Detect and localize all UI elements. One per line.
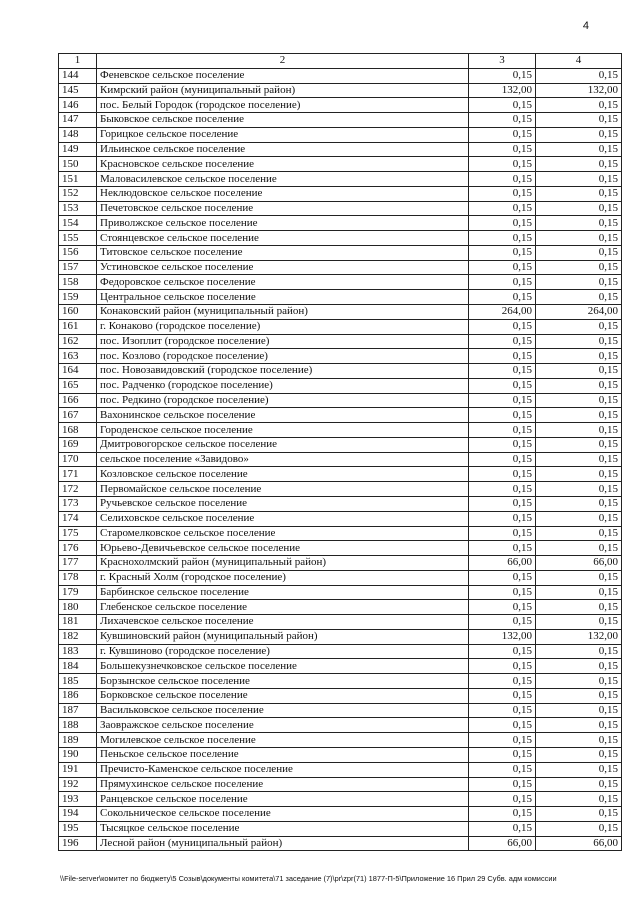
row-number-cell: 159	[59, 290, 97, 305]
row-number-cell: 186	[59, 688, 97, 703]
table-row	[59, 68, 622, 83]
table-row	[59, 496, 622, 511]
row-number-cell: 146	[59, 98, 97, 113]
value-col4-cell: 132,00	[536, 629, 622, 644]
value-col3-cell: 132,00	[469, 629, 536, 644]
value-col4-cell: 0,15	[536, 113, 622, 128]
row-number-cell: 181	[59, 615, 97, 630]
name-cell: Быковское сельское поселение	[97, 113, 469, 128]
table-row	[59, 437, 622, 452]
name-cell: Тысяцкое сельское поселение	[97, 821, 469, 836]
name-cell: Лесной район (муниципальный район)	[97, 836, 469, 851]
name-cell: Глебенское сельское поселение	[97, 600, 469, 615]
value-col3-cell: 0,15	[469, 718, 536, 733]
table-row	[59, 836, 622, 851]
value-col3-cell: 0,15	[469, 659, 536, 674]
value-col4-cell: 0,15	[536, 526, 622, 541]
table-row	[59, 585, 622, 600]
name-cell: Горицкое сельское поселение	[97, 127, 469, 142]
table-row	[59, 526, 622, 541]
value-col4-cell: 66,00	[536, 836, 622, 851]
value-col4-cell: 0,15	[536, 585, 622, 600]
value-col4-cell: 0,15	[536, 172, 622, 187]
name-cell: Сокольническое сельское поселение	[97, 807, 469, 822]
row-number-cell: 164	[59, 364, 97, 379]
table-row	[59, 260, 622, 275]
table-header-row	[59, 54, 622, 69]
value-col3-cell: 66,00	[469, 836, 536, 851]
row-number-cell: 163	[59, 349, 97, 364]
row-number-cell: 162	[59, 334, 97, 349]
table-row	[59, 821, 622, 836]
table-row	[59, 216, 622, 231]
name-cell: Вахонинское сельское поселение	[97, 408, 469, 423]
value-col3-cell: 0,15	[469, 275, 536, 290]
row-number-cell: 167	[59, 408, 97, 423]
header-cell-1: 1	[59, 54, 97, 69]
row-number-cell: 144	[59, 68, 97, 83]
value-col4-cell: 0,15	[536, 231, 622, 246]
value-col3-cell: 0,15	[469, 364, 536, 379]
value-col3-cell: 0,15	[469, 186, 536, 201]
table-row	[59, 83, 622, 98]
row-number-cell: 188	[59, 718, 97, 733]
table-row	[59, 556, 622, 571]
value-col4-cell: 264,00	[536, 305, 622, 320]
name-cell: Титовское сельское поселение	[97, 245, 469, 260]
value-col4-cell: 0,15	[536, 688, 622, 703]
table-row	[59, 762, 622, 777]
table-row	[59, 290, 622, 305]
name-cell: пос. Белый Городок (городское поселение)	[97, 98, 469, 113]
table-row	[59, 659, 622, 674]
table-row	[59, 792, 622, 807]
value-col3-cell: 264,00	[469, 305, 536, 320]
row-number-cell: 173	[59, 496, 97, 511]
value-col3-cell: 0,15	[469, 408, 536, 423]
value-col4-cell: 0,15	[536, 747, 622, 762]
value-col4-cell: 0,15	[536, 216, 622, 231]
value-col4-cell: 0,15	[536, 511, 622, 526]
value-col4-cell: 0,15	[536, 142, 622, 157]
value-col3-cell: 0,15	[469, 423, 536, 438]
value-col3-cell: 0,15	[469, 290, 536, 305]
name-cell: Красновское сельское поселение	[97, 157, 469, 172]
table-row	[59, 186, 622, 201]
name-cell: Пречисто-Каменское сельское поселение	[97, 762, 469, 777]
value-col3-cell: 0,15	[469, 762, 536, 777]
table-row	[59, 600, 622, 615]
header-cell-4: 4	[536, 54, 622, 69]
value-col3-cell: 0,15	[469, 172, 536, 187]
table-row	[59, 98, 622, 113]
row-number-cell: 150	[59, 157, 97, 172]
name-cell: Селиховское сельское поселение	[97, 511, 469, 526]
row-number-cell: 187	[59, 703, 97, 718]
value-col4-cell: 0,15	[536, 408, 622, 423]
row-number-cell: 180	[59, 600, 97, 615]
name-cell: Краснохолмский район (муниципальный район)	[97, 556, 469, 571]
table-row	[59, 615, 622, 630]
value-col4-cell: 0,15	[536, 68, 622, 83]
value-col4-cell: 0,15	[536, 201, 622, 216]
table-row	[59, 275, 622, 290]
value-col4-cell: 0,15	[536, 186, 622, 201]
name-cell: пос. Изоплит (городское поселение)	[97, 334, 469, 349]
value-col3-cell: 0,15	[469, 600, 536, 615]
value-col4-cell: 0,15	[536, 334, 622, 349]
value-col4-cell: 0,15	[536, 733, 622, 748]
header-cell-3: 3	[469, 54, 536, 69]
name-cell: г. Красный Холм (городское поселение)	[97, 570, 469, 585]
row-number-cell: 157	[59, 260, 97, 275]
value-col3-cell: 0,15	[469, 644, 536, 659]
value-col4-cell: 132,00	[536, 83, 622, 98]
table-row	[59, 733, 622, 748]
row-number-cell: 153	[59, 201, 97, 216]
table-row	[59, 231, 622, 246]
value-col3-cell: 0,15	[469, 68, 536, 83]
table-row	[59, 629, 622, 644]
name-cell: Васильковское сельское поселение	[97, 703, 469, 718]
name-cell: Ильинское сельское поселение	[97, 142, 469, 157]
name-cell: Пеньское сельское поселение	[97, 747, 469, 762]
value-col4-cell: 0,15	[536, 482, 622, 497]
value-col3-cell: 0,15	[469, 777, 536, 792]
name-cell: Кимрский район (муниципальный район)	[97, 83, 469, 98]
name-cell: Старомелковское сельское поселение	[97, 526, 469, 541]
name-cell: Дмитровогорское сельское поселение	[97, 437, 469, 452]
row-number-cell: 147	[59, 113, 97, 128]
table-row	[59, 644, 622, 659]
row-number-cell: 155	[59, 231, 97, 246]
row-number-cell: 193	[59, 792, 97, 807]
page-number: 4	[582, 20, 589, 32]
row-number-cell: 171	[59, 467, 97, 482]
value-col4-cell: 0,15	[536, 496, 622, 511]
table-row	[59, 511, 622, 526]
value-col3-cell: 0,15	[469, 674, 536, 689]
value-col4-cell: 0,15	[536, 541, 622, 556]
name-cell: Заовражское сельское поселение	[97, 718, 469, 733]
value-col3-cell: 0,15	[469, 496, 536, 511]
name-cell: Приволжское сельское поселение	[97, 216, 469, 231]
value-col3-cell: 0,15	[469, 319, 536, 334]
value-col4-cell: 0,15	[536, 718, 622, 733]
value-col4-cell: 0,15	[536, 452, 622, 467]
row-number-cell: 177	[59, 556, 97, 571]
name-cell: Устиновское сельское поселение	[97, 260, 469, 275]
table-row	[59, 452, 622, 467]
value-col3-cell: 0,15	[469, 378, 536, 393]
row-number-cell: 184	[59, 659, 97, 674]
row-number-cell: 178	[59, 570, 97, 585]
name-cell: г. Кувшиново (городское поселение)	[97, 644, 469, 659]
table-body	[59, 54, 622, 851]
value-col4-cell: 0,15	[536, 245, 622, 260]
value-col3-cell: 0,15	[469, 482, 536, 497]
row-number-cell: 145	[59, 83, 97, 98]
value-col3-cell: 0,15	[469, 452, 536, 467]
value-col3-cell: 0,15	[469, 201, 536, 216]
value-col4-cell: 0,15	[536, 674, 622, 689]
row-number-cell: 168	[59, 423, 97, 438]
data-table	[58, 53, 622, 851]
row-number-cell: 154	[59, 216, 97, 231]
table-row	[59, 688, 622, 703]
name-cell: пос. Редкино (городское поселение)	[97, 393, 469, 408]
name-cell: пос. Новозавидовский (городское поселение)	[97, 364, 469, 379]
table-row	[59, 305, 622, 320]
name-cell: Федоровское сельское поселение	[97, 275, 469, 290]
row-number-cell: 148	[59, 127, 97, 142]
value-col3-cell: 0,15	[469, 142, 536, 157]
row-number-cell: 151	[59, 172, 97, 187]
table-row	[59, 201, 622, 216]
name-cell: Кувшиновский район (муниципальный район)	[97, 629, 469, 644]
value-col4-cell: 0,15	[536, 600, 622, 615]
name-cell: Городенское сельское поселение	[97, 423, 469, 438]
value-col4-cell: 0,15	[536, 393, 622, 408]
table-row	[59, 127, 622, 142]
table-row	[59, 113, 622, 128]
name-cell: Ранцевское сельское поселение	[97, 792, 469, 807]
table-row	[59, 245, 622, 260]
value-col3-cell: 0,15	[469, 467, 536, 482]
row-number-cell: 165	[59, 378, 97, 393]
name-cell: Прямухинское сельское поселение	[97, 777, 469, 792]
value-col3-cell: 0,15	[469, 615, 536, 630]
name-cell: пос. Радченко (городское поселение)	[97, 378, 469, 393]
value-col4-cell: 0,15	[536, 777, 622, 792]
value-col3-cell: 0,15	[469, 747, 536, 762]
value-col3-cell: 0,15	[469, 526, 536, 541]
table-row	[59, 393, 622, 408]
value-col3-cell: 0,15	[469, 703, 536, 718]
value-col4-cell: 0,15	[536, 275, 622, 290]
name-cell: Борзынское сельское поселение	[97, 674, 469, 689]
table-row	[59, 142, 622, 157]
row-number-cell: 152	[59, 186, 97, 201]
value-col3-cell: 0,15	[469, 585, 536, 600]
table-row	[59, 334, 622, 349]
value-col3-cell: 0,15	[469, 807, 536, 822]
row-number-cell: 172	[59, 482, 97, 497]
name-cell: г. Конаково (городское поселение)	[97, 319, 469, 334]
row-number-cell: 161	[59, 319, 97, 334]
name-cell: Стоянцевское сельское поселение	[97, 231, 469, 246]
value-col3-cell: 0,15	[469, 821, 536, 836]
value-col4-cell: 0,15	[536, 703, 622, 718]
value-col4-cell: 66,00	[536, 556, 622, 571]
value-col4-cell: 0,15	[536, 423, 622, 438]
table-row	[59, 157, 622, 172]
row-number-cell: 182	[59, 629, 97, 644]
value-col3-cell: 0,15	[469, 792, 536, 807]
value-col4-cell: 0,15	[536, 349, 622, 364]
value-col3-cell: 132,00	[469, 83, 536, 98]
value-col3-cell: 0,15	[469, 349, 536, 364]
table-row	[59, 777, 622, 792]
row-number-cell: 192	[59, 777, 97, 792]
value-col3-cell: 0,15	[469, 393, 536, 408]
value-col3-cell: 0,15	[469, 541, 536, 556]
table-row	[59, 408, 622, 423]
row-number-cell: 169	[59, 437, 97, 452]
row-number-cell: 195	[59, 821, 97, 836]
row-number-cell: 189	[59, 733, 97, 748]
value-col3-cell: 66,00	[469, 556, 536, 571]
value-col4-cell: 0,15	[536, 364, 622, 379]
value-col4-cell: 0,15	[536, 821, 622, 836]
name-cell: Неклюдовское сельское поселение	[97, 186, 469, 201]
table-row	[59, 807, 622, 822]
name-cell: Первомайское сельское поселение	[97, 482, 469, 497]
name-cell: Центральное сельское поселение	[97, 290, 469, 305]
value-col3-cell: 0,15	[469, 570, 536, 585]
table-row	[59, 541, 622, 556]
name-cell: Конаковский район (муниципальный район)	[97, 305, 469, 320]
table-row	[59, 718, 622, 733]
value-col3-cell: 0,15	[469, 127, 536, 142]
row-number-cell: 175	[59, 526, 97, 541]
value-col3-cell: 0,15	[469, 733, 536, 748]
header-cell-2: 2	[97, 54, 469, 69]
table-row	[59, 349, 622, 364]
row-number-cell: 179	[59, 585, 97, 600]
row-number-cell: 170	[59, 452, 97, 467]
name-cell: Козловское сельское поселение	[97, 467, 469, 482]
value-col4-cell: 0,15	[536, 127, 622, 142]
value-col3-cell: 0,15	[469, 511, 536, 526]
value-col4-cell: 0,15	[536, 615, 622, 630]
value-col4-cell: 0,15	[536, 467, 622, 482]
row-number-cell: 183	[59, 644, 97, 659]
name-cell: Борковское сельское поселение	[97, 688, 469, 703]
value-col4-cell: 0,15	[536, 260, 622, 275]
value-col4-cell: 0,15	[536, 644, 622, 659]
value-col4-cell: 0,15	[536, 807, 622, 822]
row-number-cell: 194	[59, 807, 97, 822]
table-row	[59, 467, 622, 482]
name-cell: Лихачевское сельское поселение	[97, 615, 469, 630]
value-col4-cell: 0,15	[536, 98, 622, 113]
row-number-cell: 149	[59, 142, 97, 157]
name-cell: Могилевское сельское поселение	[97, 733, 469, 748]
name-cell: Печетовское сельское поселение	[97, 201, 469, 216]
name-cell: пос. Козлово (городское поселение)	[97, 349, 469, 364]
name-cell: сельское поселение «Завидово»	[97, 452, 469, 467]
table-row	[59, 378, 622, 393]
row-number-cell: 185	[59, 674, 97, 689]
table-row	[59, 570, 622, 585]
row-number-cell: 174	[59, 511, 97, 526]
table-row	[59, 703, 622, 718]
table-row	[59, 747, 622, 762]
name-cell: Ручьевское сельское поселение	[97, 496, 469, 511]
value-col3-cell: 0,15	[469, 260, 536, 275]
value-col4-cell: 0,15	[536, 437, 622, 452]
row-number-cell: 156	[59, 245, 97, 260]
row-number-cell: 166	[59, 393, 97, 408]
row-number-cell: 191	[59, 762, 97, 777]
value-col4-cell: 0,15	[536, 570, 622, 585]
name-cell: Большекузнечковское сельское поселение	[97, 659, 469, 674]
table-row	[59, 423, 622, 438]
name-cell: Барбинское сельское поселение	[97, 585, 469, 600]
name-cell: Маловасилевское сельское поселение	[97, 172, 469, 187]
value-col3-cell: 0,15	[469, 437, 536, 452]
row-number-cell: 158	[59, 275, 97, 290]
table-row	[59, 482, 622, 497]
value-col4-cell: 0,15	[536, 378, 622, 393]
value-col4-cell: 0,15	[536, 157, 622, 172]
value-col3-cell: 0,15	[469, 688, 536, 703]
row-number-cell: 160	[59, 305, 97, 320]
name-cell: Юрьево-Девичьевское сельское поселение	[97, 541, 469, 556]
table-row	[59, 674, 622, 689]
table-row	[59, 364, 622, 379]
table-row	[59, 172, 622, 187]
value-col3-cell: 0,15	[469, 113, 536, 128]
value-col3-cell: 0,15	[469, 216, 536, 231]
name-cell: Феневское сельское поселение	[97, 68, 469, 83]
value-col4-cell: 0,15	[536, 762, 622, 777]
value-col4-cell: 0,15	[536, 792, 622, 807]
row-number-cell: 190	[59, 747, 97, 762]
value-col3-cell: 0,15	[469, 245, 536, 260]
value-col3-cell: 0,15	[469, 334, 536, 349]
row-number-cell: 176	[59, 541, 97, 556]
table-row	[59, 319, 622, 334]
value-col3-cell: 0,15	[469, 157, 536, 172]
value-col4-cell: 0,15	[536, 659, 622, 674]
row-number-cell: 196	[59, 836, 97, 851]
value-col4-cell: 0,15	[536, 290, 622, 305]
value-col3-cell: 0,15	[469, 98, 536, 113]
value-col3-cell: 0,15	[469, 231, 536, 246]
value-col4-cell: 0,15	[536, 319, 622, 334]
footer-file-path: \\File-server\комитет по бюджету\5 Созыв\документы комитета\71 заседание (7)\pr\zpr(71) 1877-П-5\Приложение 16 Прил 29 Субв. адм комиссии	[60, 874, 557, 883]
